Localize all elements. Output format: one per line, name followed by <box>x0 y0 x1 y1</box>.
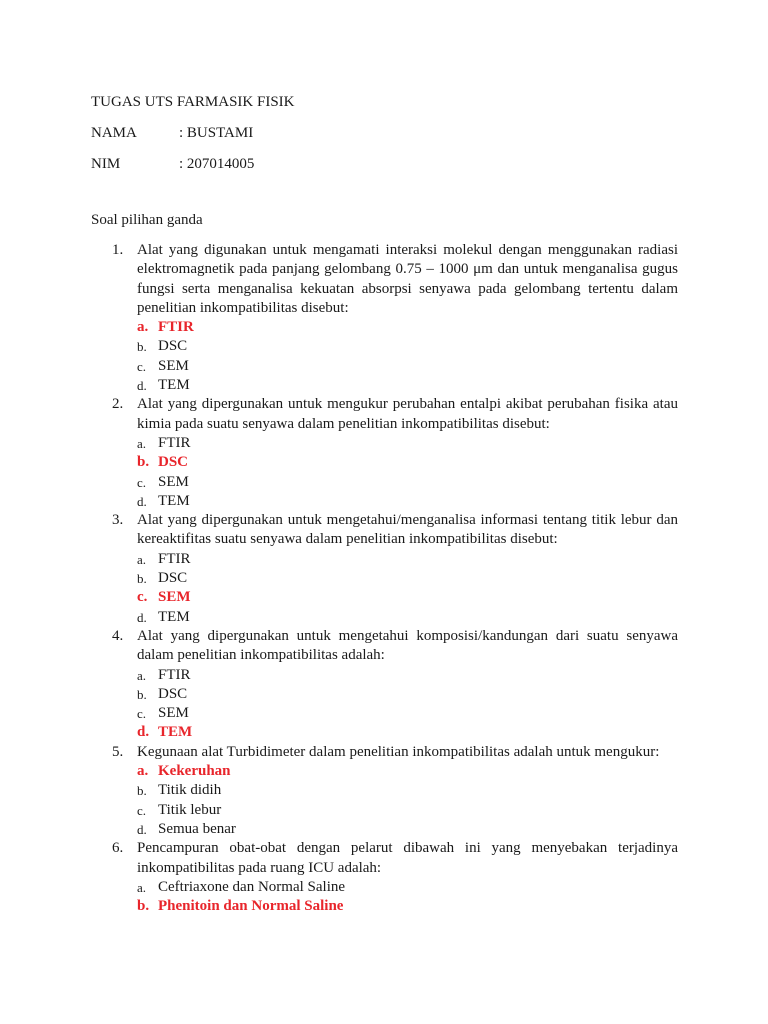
question-text: Kegunaan alat Turbidimeter dalam penelitian inkompatibilitas adalah untuk mengukur: <box>137 743 660 760</box>
option-text: FTIR <box>158 550 191 567</box>
nim-value: : 207014005 <box>179 156 255 172</box>
answer-option <box>137 801 678 820</box>
option-letter: a. <box>137 319 149 336</box>
question-text: Alat yang dipergunakan untuk mengetahui komposisi/kandungan dari suatu senyawa dalam penelitian inkompatibilitas adalah: <box>137 627 678 664</box>
option-text: Phenitoin dan Normal Saline <box>158 898 344 915</box>
answer-option <box>137 337 678 356</box>
option-letter: c. <box>137 474 147 490</box>
option-letter: c. <box>137 706 147 722</box>
option-letter: a. <box>137 763 149 780</box>
answer-option <box>137 357 678 376</box>
option-text: DSC <box>158 685 188 702</box>
question-number: 3. <box>112 512 124 529</box>
question-text: Alat yang digunakan untuk mengamati interaksi molekul dengan menggunakan radiasi elektromagnetik pada panjang gelombang 0.75 – 1000 μm dan untuk menganalisa gugus fungsi serta menganalisa kekuatan absorpsi senyawa pada gelombang tertentu dalam penelitian inkompatibilitas disebut: <box>137 242 678 316</box>
option-letter: d. <box>137 724 150 741</box>
answer-option <box>137 820 678 839</box>
answer-option-correct <box>137 453 678 472</box>
answer-option-correct <box>137 897 678 916</box>
option-text: DSC <box>158 454 189 471</box>
option-letter: b. <box>137 339 147 355</box>
question-number: 4. <box>112 627 124 644</box>
answer-option <box>137 473 678 492</box>
option-text: Titik didih <box>158 782 222 799</box>
option-text: SEM <box>158 473 189 490</box>
option-text: Titik lebur <box>158 801 222 818</box>
question-item <box>112 395 678 511</box>
section-heading: Soal pilihan ganda <box>91 212 203 228</box>
option-letter: a. <box>137 879 147 895</box>
answer-option-correct <box>137 588 678 607</box>
name-value: : BUSTAMI <box>179 125 254 141</box>
question-text: Alat yang dipergunakan untuk mengukur perubahan entalpi akibat perubahan fisika atau kimia pada suatu senyawa dalam penelitian inkompatibilitas disebut: <box>137 396 678 432</box>
option-letter: b. <box>137 686 147 702</box>
option-letter: d. <box>137 609 147 625</box>
option-letter: b. <box>137 454 150 471</box>
answer-option <box>137 550 678 569</box>
answer-option <box>137 781 678 800</box>
option-text: SEM <box>158 357 189 374</box>
question-item <box>112 743 678 839</box>
option-text: TEM <box>158 377 190 394</box>
option-letter: c. <box>137 358 147 374</box>
option-letter: b. <box>137 898 150 915</box>
answer-option-correct <box>137 723 678 742</box>
student-name-row <box>91 123 253 143</box>
answer-option <box>137 666 678 685</box>
option-letter: d. <box>137 821 147 837</box>
option-text: FTIR <box>158 434 191 451</box>
document-title: TUGAS UTS FARMASIK FISIK <box>91 94 295 110</box>
question-item <box>112 627 678 743</box>
option-letter: a. <box>137 551 147 567</box>
option-text: Ceftriaxone dan Normal Saline <box>158 878 346 895</box>
question-list <box>112 241 678 916</box>
option-text: FTIR <box>158 319 194 336</box>
option-letter: b. <box>137 783 147 799</box>
answer-option <box>137 569 678 588</box>
option-text: DSC <box>158 338 188 355</box>
option-letter: a. <box>137 435 147 451</box>
answer-option <box>137 492 678 511</box>
answer-option <box>137 376 678 395</box>
nim-label: NIM <box>91 156 121 172</box>
answer-option <box>137 608 678 627</box>
question-number: 6. <box>112 840 124 857</box>
answer-option <box>137 685 678 704</box>
option-text: SEM <box>158 589 191 606</box>
question-item <box>112 241 678 395</box>
option-letter: d. <box>137 378 147 394</box>
question-item <box>112 839 678 916</box>
name-label: NAMA <box>91 125 137 141</box>
answer-option <box>137 704 678 723</box>
answer-option <box>137 434 678 453</box>
option-letter: c. <box>137 589 148 606</box>
option-text: Semua benar <box>158 820 236 837</box>
option-letter: b. <box>137 571 147 587</box>
answer-option-correct <box>137 762 678 781</box>
question-number: 1. <box>112 242 124 258</box>
option-letter: c. <box>137 802 147 818</box>
answer-option-correct <box>137 318 678 337</box>
question-text: Pencampuran obat-obat dengan pelarut dibawah ini yang menyebakan terjadinya inkompatibilitas pada ruang ICU adalah: <box>137 840 678 876</box>
option-text: DSC <box>158 570 188 587</box>
student-id-row <box>91 154 254 174</box>
question-number: 2. <box>112 396 124 413</box>
option-text: TEM <box>158 608 190 625</box>
question-item <box>112 511 678 627</box>
answer-option <box>137 878 678 897</box>
option-letter: a. <box>137 667 147 683</box>
option-letter: d. <box>137 493 147 509</box>
option-text: FTIR <box>158 666 191 683</box>
option-text: SEM <box>158 705 189 722</box>
question-text: Alat yang dipergunakan untuk mengetahui/menganalisa informasi tentang titik lebur dan kereaktifitas suatu senyawa dalam penelitian inkompatibilitas disebut: <box>137 512 678 548</box>
option-text: TEM <box>158 724 193 741</box>
question-number: 5. <box>112 743 124 760</box>
option-text: TEM <box>158 492 190 509</box>
option-text: Kekeruhan <box>158 763 231 780</box>
